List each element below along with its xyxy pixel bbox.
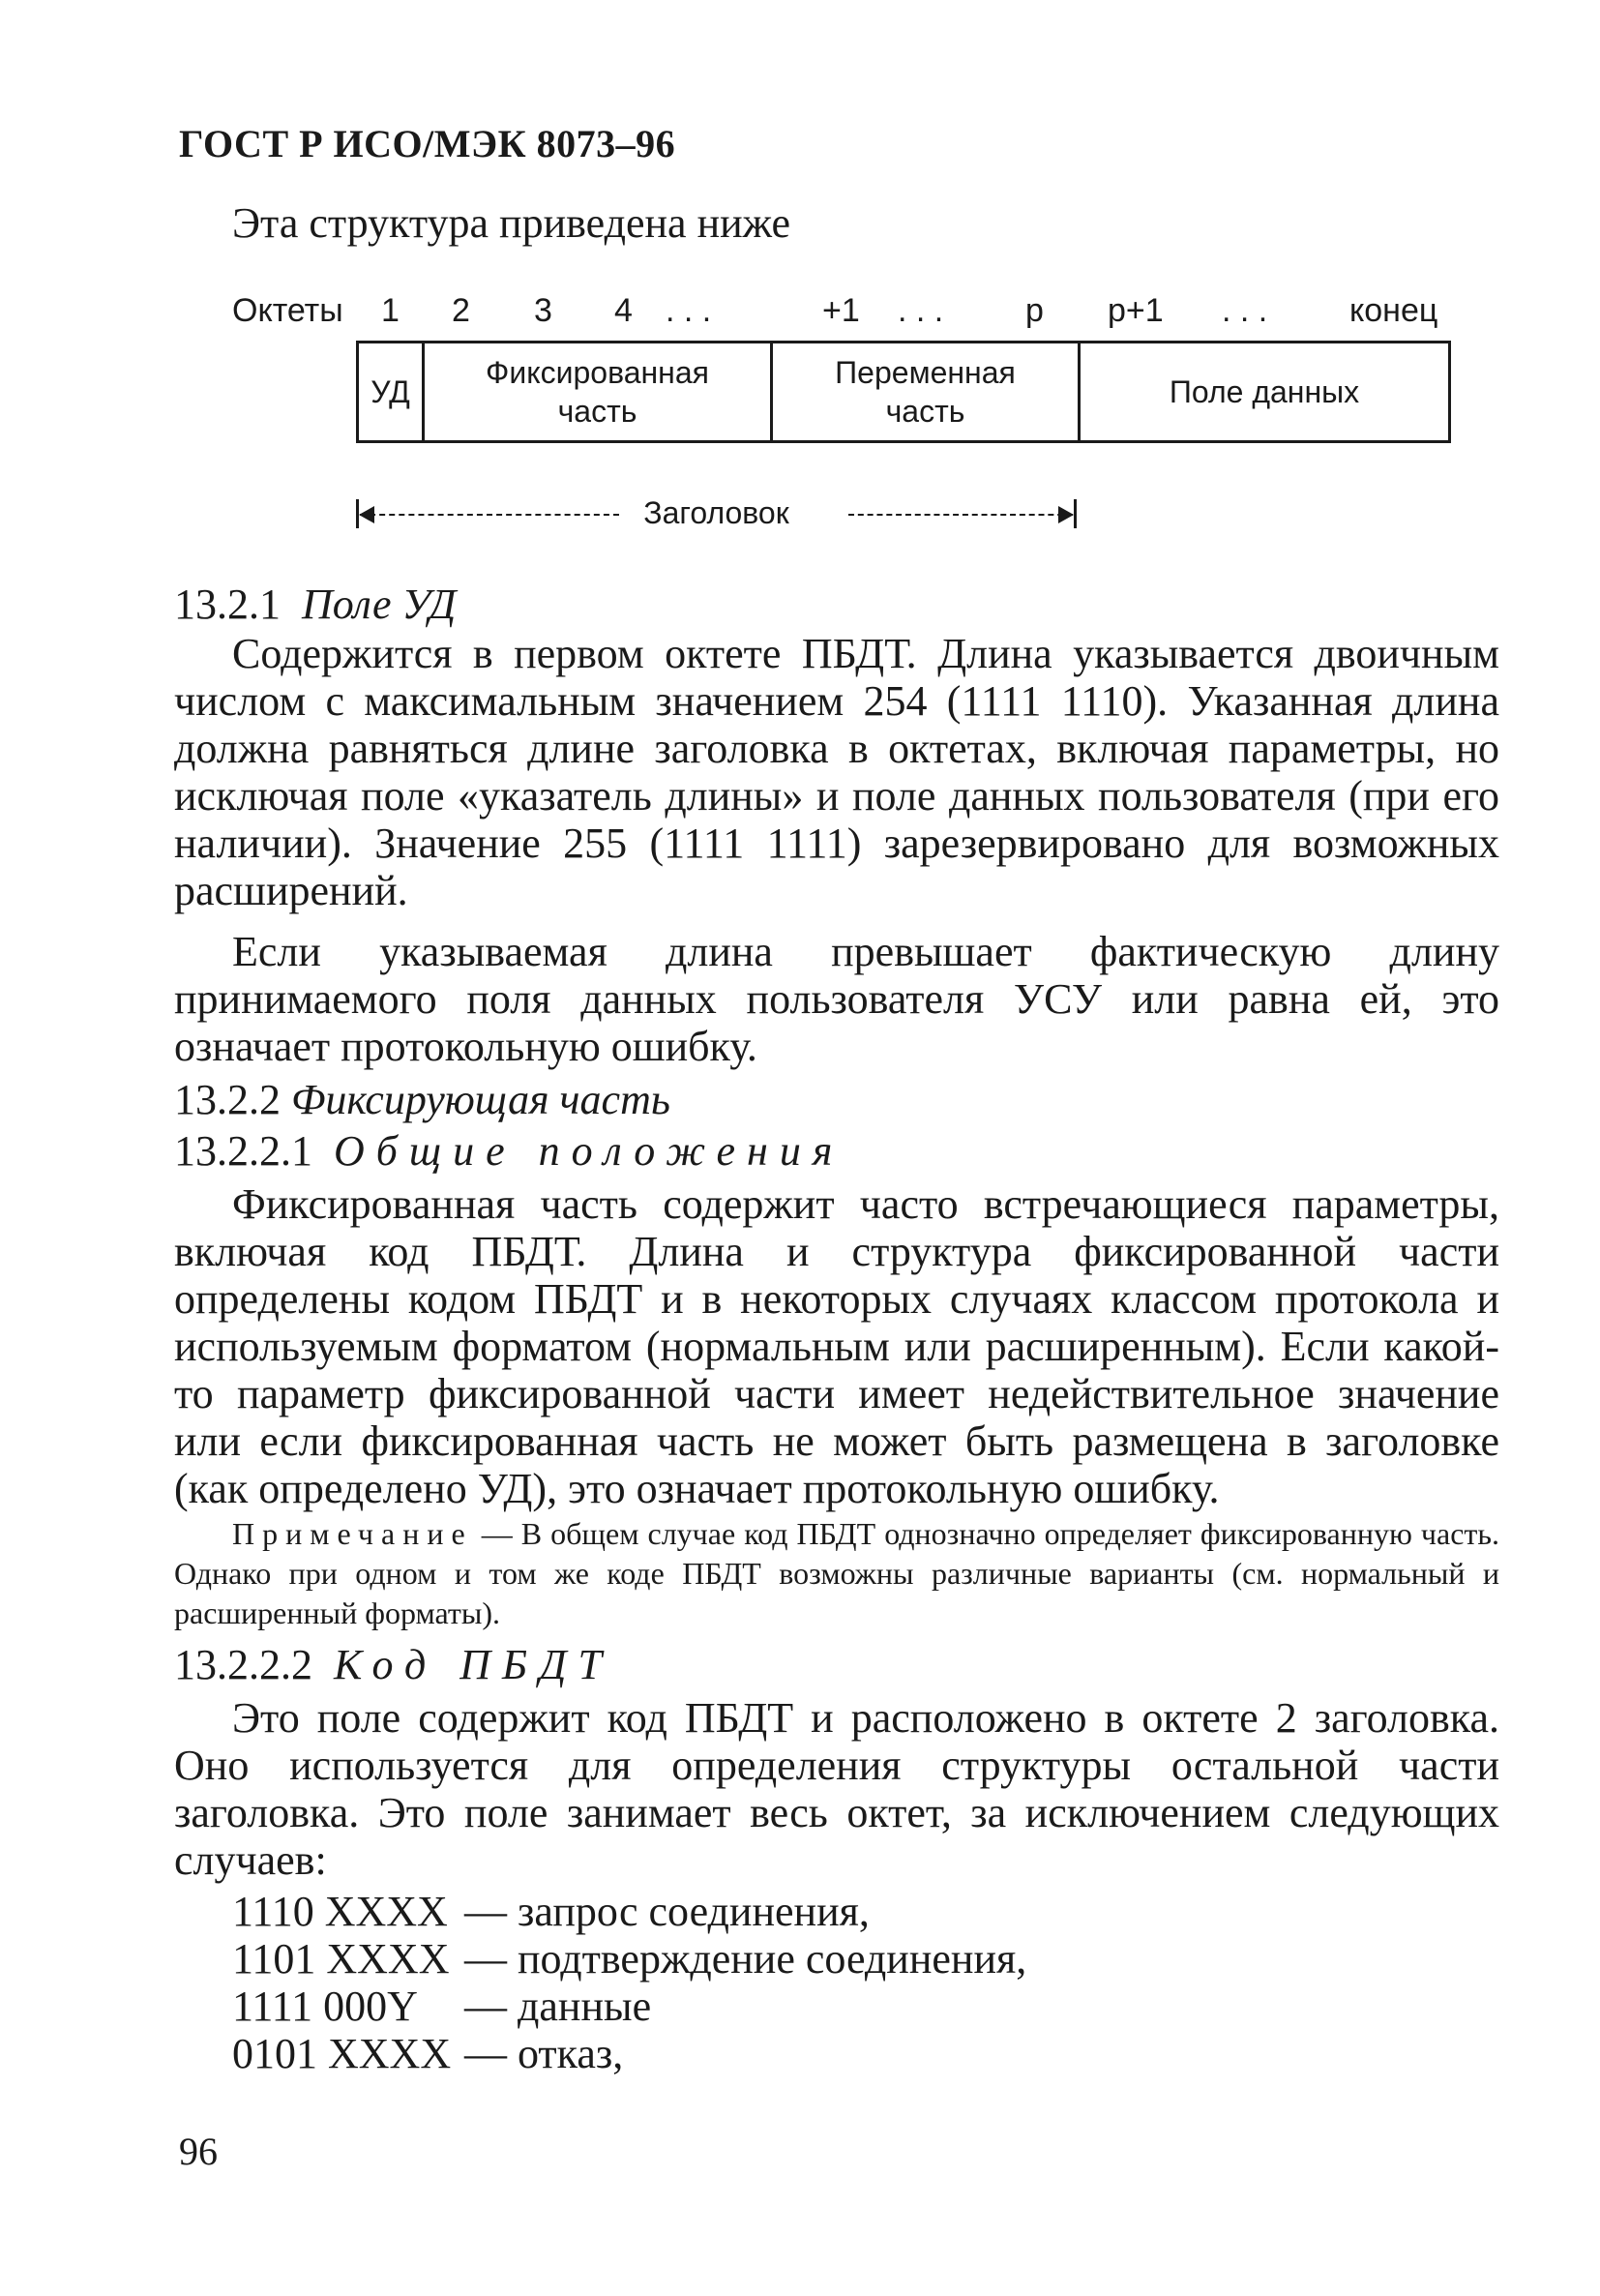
octet-label: . . . (666, 292, 712, 329)
section-heading-13-2-1 (174, 581, 1499, 628)
list-item-desc: — запрос соединения, (464, 1888, 870, 1935)
note-text: — В общем случае код ПБДТ однозначно определяет фиксированную часть. Однако при одном и том же коде ПБДТ возможны различные варианты (см. нормальный и расширенный форматы). (174, 1516, 1500, 1630)
cell-fixed-part: Фиксированная часть (425, 343, 773, 440)
section-title: Код ПБДТ (334, 1641, 613, 1688)
octet-label: p+1 (1108, 292, 1164, 329)
octets-title: Октеты (232, 292, 343, 329)
list-item-desc: — данные (464, 1983, 652, 2030)
span-dash-right (848, 514, 1073, 516)
section-number: 13.2.2.2 (174, 1641, 312, 1688)
section-title: Фиксирующая часть (291, 1076, 670, 1123)
list-item (232, 1888, 1499, 1935)
paragraph: Если указываемая длина превышает фактическую длину принимаемого поля данных пользователя УСУ или равна ей, это означает протокольную ошибку. (174, 928, 1499, 1070)
cell-length-indicator: УД (359, 343, 425, 440)
section-number: 13.2.2 (174, 1076, 281, 1123)
intro-text: Эта структура приведена ниже (232, 199, 791, 247)
list-item-code: 1110 XXXX (232, 1888, 448, 1935)
list-item-code: 1101 XXXX (232, 1935, 450, 1983)
octet-label: 4 (614, 292, 633, 329)
list-item-desc: — подтверждение соединения, (464, 1935, 1027, 1983)
section-number: 13.2.2.1 (174, 1127, 312, 1175)
list-item-desc: — отказ, (464, 2030, 624, 2077)
note-label: Примечание (232, 1516, 473, 1551)
octet-label: конец (1349, 292, 1438, 329)
octet-label: 3 (534, 292, 552, 329)
octet-label: . . . (1222, 292, 1268, 329)
pdu-structure-diagram (0, 0, 1600, 581)
list-item-code: 1111 000Y (232, 1983, 418, 2030)
list-item (232, 1983, 1499, 2030)
list-item (232, 1935, 1499, 1983)
list-item-code: 0101 XXXX (232, 2030, 452, 2077)
octet-label: 2 (452, 292, 470, 329)
list-item (232, 2030, 1499, 2077)
octet-label: +1 (822, 292, 860, 329)
pdu-table (356, 341, 1451, 443)
octet-label: p (1025, 292, 1044, 329)
section-heading-13-2-2-2 (174, 1641, 1499, 1688)
section-title: Общие положения (334, 1127, 844, 1175)
cell-data-field: Поле данных (1169, 374, 1360, 409)
document-header: ГОСТ Р ИСО/МЭК 8073–96 (179, 122, 676, 165)
paragraph: Содержится в первом октете ПБДТ. Длина указывается двоичным числом с максимальным значением 254 (1111 1110). Указанная длина должна равняться длине заголовка в октетах, включая параметры, но исключая поле «указатель длины» и поле данных пользователя (при его наличии). Значение 255 (1111 1111) зарезервировано для возможных расширений. (174, 630, 1499, 914)
header-span-label: Заголовок (634, 495, 798, 530)
octet-label: . . . (898, 292, 944, 329)
octet-label: 1 (381, 292, 400, 329)
header-span-indicator (356, 493, 1077, 536)
arrow-right-icon (1058, 506, 1074, 523)
document-body (174, 581, 1499, 2077)
page-number: 96 (179, 2130, 218, 2173)
code-list (232, 1888, 1499, 2077)
note (174, 1514, 1499, 1633)
paragraph: Это поле содержит код ПБДТ и расположено в октете 2 заголовка. Оно используется для определения структуры остальной части заголовка. Это поле занимает весь октет, за исключением следующих случаев: (174, 1694, 1499, 1884)
cell-variable-part: Переменная часть (773, 343, 1081, 440)
paragraph: Фиксированная часть содержит часто встречающиеся параметры, включая код ПБДТ. Длина и структура фиксированной части определены кодом ПБДТ и в некоторых случаях классом протокола и используемым форматом (нормальным или расширенным). Если какой-то параметр фиксированной части имеет недействительное значение или если фиксированная часть не может быть размещена в заголовке (как определено УД), это означает протокольную ошибку. (174, 1180, 1499, 1512)
span-tick-right (1074, 499, 1077, 528)
section-heading-13-2-2 (174, 1076, 1499, 1123)
section-number: 13.2.1 (174, 581, 281, 628)
section-heading-13-2-2-1 (174, 1127, 1499, 1175)
section-title: Поле УД (302, 581, 457, 628)
